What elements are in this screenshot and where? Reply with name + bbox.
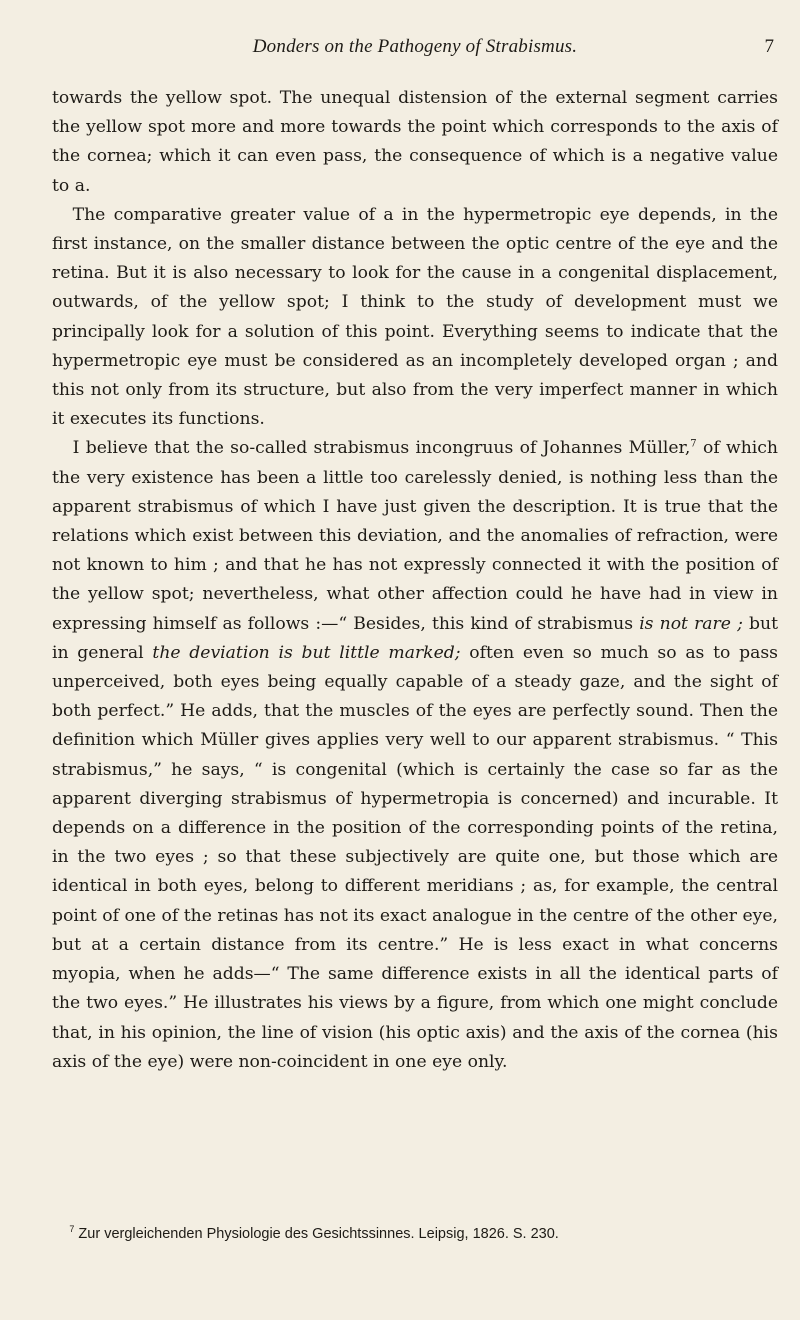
running-title: Donders on the Pathogeny of Strabismus. bbox=[252, 36, 578, 57]
footnote-marker: 7 bbox=[69, 1224, 75, 1235]
footnote bbox=[52, 1224, 778, 1244]
footnote-text: Zur vergleichenden Physiologie des Gesichtssinnes. Leipsig, 1826. S. 230. bbox=[74, 1226, 559, 1242]
running-head bbox=[52, 36, 778, 64]
paragraph-3-italic-a: is not rare ; bbox=[639, 613, 743, 634]
paragraph-3-italic-b: the deviation is but little marked; bbox=[152, 642, 461, 663]
footnote-reference: 7 bbox=[690, 438, 697, 450]
body-text bbox=[52, 84, 778, 1077]
paragraph-3-text-b: of which the very existence has been a little too carelessly denied, is nothing less than the apparent strabismus of which I have just given the description. It is true that the relations which exist between this deviation, and the anomalies of refraction, were not known to him ; and that he has not expressly connected it with the position of the yellow spot; nevertheless, what other affection could he have had in view in expressing himself as follows :—“ Besides, this kind of strabismus bbox=[52, 438, 778, 634]
paragraph-3 bbox=[52, 434, 778, 1076]
paragraph-2: The comparative greater value of a in the hypermetropic eye depends, in the first instance, on the smaller distance between the optic centre of the eye and the retina. But it is also necessary to look for the cause in a congenital displacement, outwards, of the yellow spot; I think to the study of development must we principally look for a solution of this point. Everything seems to indicate that the hypermetropic eye must be considered as an incompletely developed organ ; and this not only from its structure, but also from the very imperfect manner in which it executes its functions. bbox=[52, 204, 778, 430]
paragraph-3-text-d: often even so much so as to pass unperceived, both eyes being equally capable of a steady gaze, and the sight of both perfect.” He adds, that the muscles of the eyes are perfectly sound. Then the definition which Müller gives applies very well to our apparent strabismus. “ This strabismus,” he says, “ is congenital (which is certainly the case so far as the apparent diverging strabismus of hypermetropia is concerned) and incurable. It depends on a difference in the position of the corresponding points of the retina, in the two eyes ; so that these subjectively are quite one, but those which are identical in both eyes, belong to different meridians ; as, for example, the central point of one of the retinas has not its exact analogue in the centre of the other eye, but at a certain distance from its centre.” He is less exact in what concerns myopia, when he adds—“ The same difference exists in all the identical parts of the two eyes.” He illustrates his views by a figure, from which one might conclude that, in his opinion, the line of vision (his optic axis) and the axis of the cornea (his axis of the eye) were non-coincident in one eye only. bbox=[52, 642, 778, 1072]
paragraph-1: towards the yellow spot. The unequal distension of the external segment carries the yellow spot more and more towards the point which corresponds to the axis of the cornea; which it can even pass, the consequence of which is a negative value to a. bbox=[52, 88, 778, 196]
paragraph-3-text-a: I believe that the so-called strabismus incongruus of Johannes Müller, bbox=[72, 438, 691, 459]
page-number: 7 bbox=[764, 36, 774, 57]
paragraph-3-text-c: but in general bbox=[52, 613, 778, 663]
